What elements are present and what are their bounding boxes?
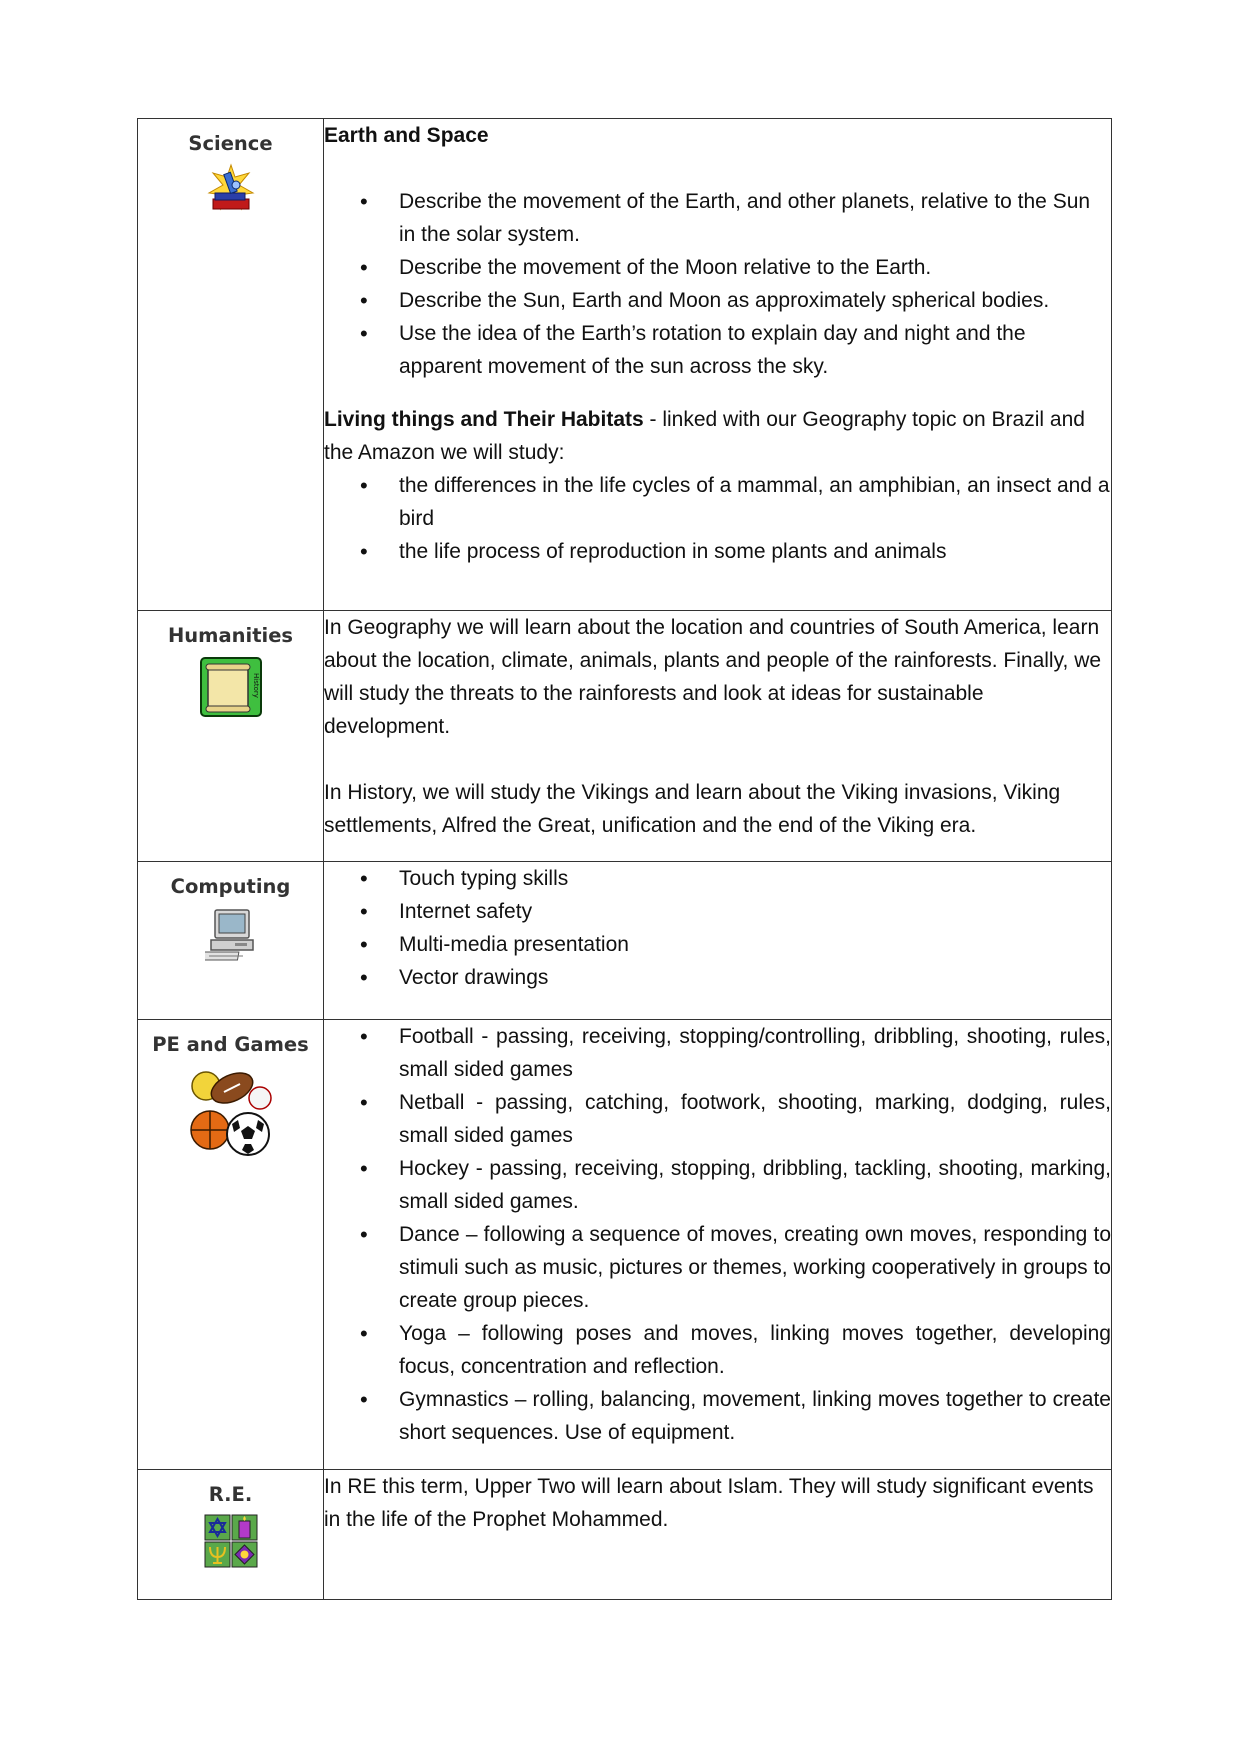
paragraph: In History, we will study the Vikings and learn about the Viking invasions, Viking settlements, Alfred the Great, unification and the end of the Viking era. [324,781,1061,837]
list-item: • Gymnastics – rolling, balancing, movement, linking moves together to create short sequences. Use of equipment. [324,1383,1111,1449]
icon-label: History [251,673,260,698]
subject-cell [138,611,324,862]
paragraph: In RE this term, Upper Two will learn about Islam. They will study significant events in the life of the Prophet Mohammed. [324,1475,1094,1531]
subject-title: R.E. [208,1483,253,1506]
list-item: • Vector drawings [324,961,1111,994]
subject-title: Humanities [167,624,294,647]
bullet-list [324,862,1111,994]
subject-content [324,1020,1112,1470]
subject-cell [138,1020,324,1470]
paragraph: In Geography we will learn about the location and countries of South America, learn about the location, climate, animals, plants and people of the rainforests. Finally, we will study the threats to the rainforests and look at ideas for sustainable development. [324,616,1102,738]
table-row [138,119,1112,611]
computer-icon [205,906,257,962]
list-item: • the life process of reproduction in some plants and animals [324,535,1111,568]
list-item: • Describe the movement of the Moon relative to the Earth. [324,251,1111,284]
bullet-list [324,185,1111,383]
subject-content [324,611,1112,862]
list-item: • Hockey - passing, receiving, stopping, dribbling, tackling, shooting, marking, small sided games. [324,1152,1111,1218]
subject-title: Computing [170,875,291,898]
history-scroll-icon [198,655,264,721]
list-item: • the differences in the life cycles of a mammal, an amphibian, an insect and a bird [324,469,1111,535]
list-item: • Football - passing, receiving, stopping/controlling, dribbling, shooting, rules, small sided games [324,1020,1111,1086]
table-row [138,1470,1112,1600]
section-heading: Earth and Space [324,124,489,147]
paragraph [324,403,1111,469]
subject-cell [138,119,324,611]
subject-content [324,1470,1112,1600]
microscope-icon [205,163,257,215]
list-item: • Describe the movement of the Earth, and other planets, relative to the Sun in the solar system. [324,185,1111,251]
list-item: • Multi-media presentation [324,928,1111,961]
list-item: • Touch typing skills [324,862,1111,895]
list-item: • Dance – following a sequence of moves, creating own moves, responding to stimuli such as music, pictures or themes, working cooperatively in groups to create group pieces. [324,1218,1111,1317]
heading-continuation: - linked with our Geography topic on Brazil and the Amazon we will study: [324,408,1085,464]
list-item: • Internet safety [324,895,1111,928]
table-row [138,862,1112,1020]
subject-title: Science [188,132,273,155]
curriculum-table [137,118,1112,1600]
table-row [138,611,1112,862]
sports-balls-icon [188,1064,274,1160]
list-item: • Yoga – following poses and moves, linking moves together, developing focus, concentration and reflection. [324,1317,1111,1383]
table-row [138,1020,1112,1470]
subject-cell [138,862,324,1020]
subject-content [324,119,1112,611]
list-item: • Use the idea of the Earth’s rotation to explain day and night and the apparent movement of the sun across the sky. [324,317,1111,383]
subject-cell [138,1470,324,1600]
subject-content [324,862,1112,1020]
bullet-list [324,1020,1111,1449]
list-item: • Describe the Sun, Earth and Moon as approximately spherical bodies. [324,284,1111,317]
subject-title: PE and Games [152,1033,309,1056]
religious-symbols-icon [204,1514,258,1568]
bullet-list [324,469,1111,568]
section-heading: Living things and Their Habitats [324,408,644,431]
list-item: • Netball - passing, catching, footwork, shooting, marking, dodging, rules, small sided games [324,1086,1111,1152]
